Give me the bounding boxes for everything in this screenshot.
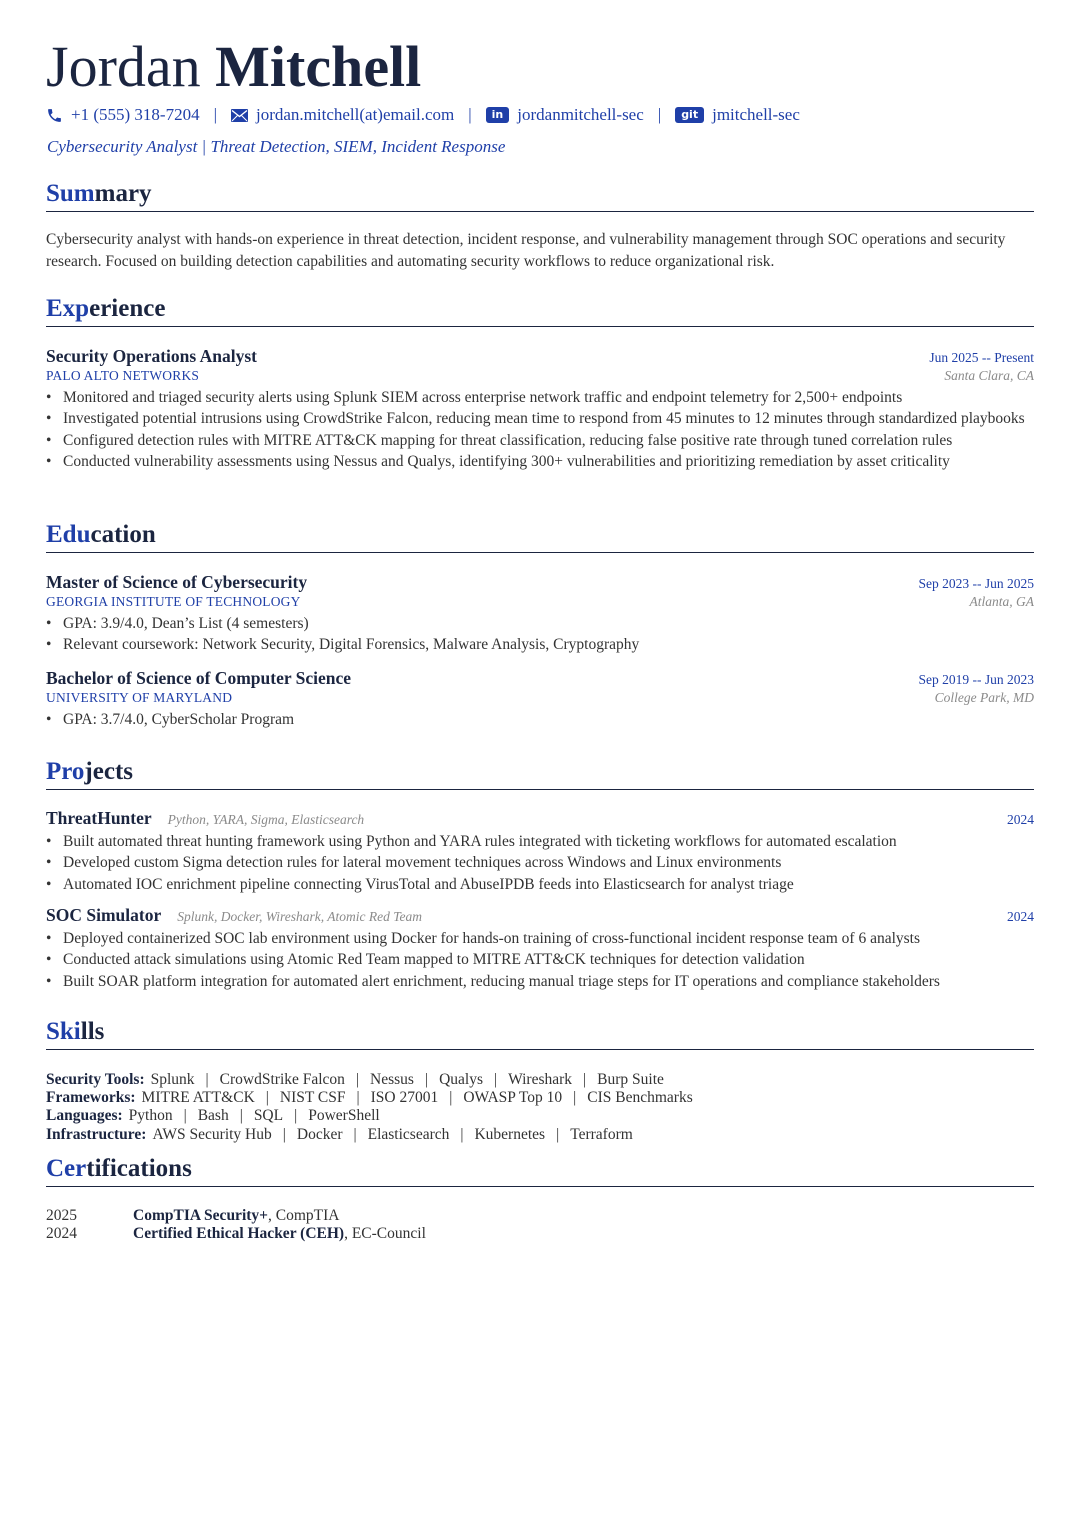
bullet-list bbox=[46, 928, 1034, 992]
skill-item: Elasticsearch bbox=[367, 1125, 450, 1143]
project-name: ThreatHunter bbox=[46, 808, 152, 828]
job-dates: Jun 2025 -- Present bbox=[929, 350, 1034, 365]
bullet-item: • Developed custom Sigma detection rules for lateral movement techniques across Windows and Linux environments bbox=[46, 852, 1034, 873]
skill-category-label: Security Tools: bbox=[46, 1071, 145, 1088]
github-text: jmitchell-sec bbox=[712, 105, 800, 124]
section-title bbox=[46, 179, 1034, 212]
phone-icon bbox=[46, 107, 63, 124]
skill-item: Bash bbox=[197, 1107, 229, 1125]
bullet-list bbox=[46, 709, 1034, 730]
entry-header bbox=[46, 572, 1034, 593]
skill-separator: | bbox=[356, 1089, 360, 1107]
education-section bbox=[46, 520, 1034, 553]
skill-item: AWS Security Hub bbox=[152, 1125, 272, 1143]
project-name: SOC Simulator bbox=[46, 905, 162, 925]
skill-separator: | bbox=[355, 1071, 360, 1088]
certification-name: CompTIA Security+ bbox=[133, 1207, 268, 1224]
skill-separator: | bbox=[556, 1125, 560, 1143]
section-title bbox=[46, 1154, 1034, 1187]
bullet-item: • Automated IOC enrichment pipeline connecting VirusTotal and AbuseIPDB feeds into Elasticsearch for analyst triage bbox=[46, 874, 1034, 895]
bullet-list bbox=[46, 831, 1034, 895]
envelope-icon bbox=[231, 109, 248, 122]
skill-item: CIS Benchmarks bbox=[587, 1089, 693, 1107]
section-title-accent: Pro bbox=[46, 758, 85, 785]
skill-item: PowerShell bbox=[308, 1107, 380, 1125]
contact-separator: | bbox=[468, 105, 472, 124]
project-entry bbox=[46, 905, 1034, 992]
contact-separator: | bbox=[213, 105, 217, 124]
bullet-list bbox=[46, 387, 1034, 472]
last-name: Mitchell bbox=[215, 34, 422, 99]
skill-category-label: Infrastructure: bbox=[46, 1125, 147, 1143]
section-title-rest: jects bbox=[84, 758, 133, 785]
candidate-name bbox=[46, 32, 421, 102]
section-title-rest: tifications bbox=[86, 1155, 192, 1182]
skill-row bbox=[46, 1071, 1034, 1089]
section-title-accent: Sum bbox=[46, 180, 95, 207]
project-entry bbox=[46, 808, 1034, 895]
phone-contact[interactable] bbox=[46, 105, 200, 125]
section-title-rest: erience bbox=[89, 295, 166, 322]
bullet-item: • Built automated threat hunting framework using Python and YARA rules integrated with ticketing workflows for automated escalation bbox=[46, 831, 1034, 852]
project-tech: Python, YARA, Sigma, Elasticsearch bbox=[167, 812, 365, 827]
skill-item: SQL bbox=[253, 1107, 284, 1125]
first-name: Jordan bbox=[46, 34, 201, 99]
skill-category-label: Frameworks: bbox=[46, 1089, 136, 1107]
skill-separator: | bbox=[449, 1089, 453, 1107]
skill-separator: | bbox=[205, 1071, 209, 1088]
certification-row bbox=[46, 1225, 1034, 1243]
phone-text: +1 (555) 318-7204 bbox=[71, 105, 200, 124]
skill-separator: | bbox=[183, 1107, 187, 1125]
skill-row bbox=[46, 1126, 1034, 1144]
project-tech: Splunk, Docker, Wireshark, Atomic Red Team bbox=[177, 909, 422, 924]
skill-item: CrowdStrike Falcon bbox=[219, 1071, 345, 1088]
bullet-item: • Investigated potential intrusions using CrowdStrike Falcon, reducing mean time to respond from 45 minutes to 12 minutes through standardized playbooks bbox=[46, 408, 1034, 429]
bullet-list bbox=[46, 613, 1034, 656]
skill-item: Python bbox=[128, 1107, 173, 1125]
degree-title: Master of Science of Cybersecurity bbox=[46, 572, 308, 592]
summary-section bbox=[46, 179, 1034, 272]
project-heading bbox=[46, 808, 364, 829]
entry-header bbox=[46, 808, 1034, 829]
bullet-item: • Built SOAR platform integration for automated alert enrichment, reducing manual triage steps for IT operations and compliance stakeholders bbox=[46, 971, 1034, 992]
skill-separator: | bbox=[239, 1107, 243, 1125]
certifications-list bbox=[46, 1207, 1034, 1243]
bullet-item: • Configured detection rules with MITRE ATT&CK mapping for threat classification, reducing false positive rate through tuned correlation rules bbox=[46, 430, 1034, 451]
certification-year: 2025 bbox=[46, 1207, 77, 1224]
project-year: 2024 bbox=[1007, 812, 1034, 827]
skill-separator: | bbox=[494, 1071, 498, 1088]
degree-title: Bachelor of Science of Computer Science bbox=[46, 668, 352, 688]
skill-item: Wireshark bbox=[508, 1071, 573, 1088]
section-title bbox=[46, 520, 1034, 553]
section-title bbox=[46, 294, 1034, 327]
skill-item: Nessus bbox=[370, 1071, 414, 1088]
skill-item: Splunk bbox=[150, 1071, 195, 1088]
skill-item: ISO 27001 bbox=[370, 1089, 439, 1107]
certification-row bbox=[46, 1207, 1034, 1225]
skill-item: OWASP Top 10 bbox=[463, 1089, 563, 1107]
section-title-accent: Cer bbox=[46, 1155, 87, 1182]
projects-section bbox=[46, 757, 1034, 790]
section-title-accent: Edu bbox=[46, 521, 91, 548]
contact-separator: | bbox=[657, 105, 662, 124]
skill-item: MITRE ATT&CK bbox=[141, 1089, 255, 1107]
job-title: Security Operations Analyst bbox=[46, 346, 257, 366]
experience-entry bbox=[46, 346, 1034, 472]
education-entry bbox=[46, 572, 1034, 656]
linkedin-text: jordanmitchell-sec bbox=[517, 105, 644, 124]
certification-issuer: , EC-Council bbox=[344, 1225, 426, 1243]
skill-separator: | bbox=[265, 1089, 269, 1107]
certification-name: Certified Ethical Hacker (CEH) bbox=[133, 1225, 345, 1243]
section-title-rest: mary bbox=[94, 180, 152, 207]
bullet-item: • Monitored and triaged security alerts using Splunk SIEM across enterprise network traffic and endpoint telemetry for 2,500+ endpoints bbox=[46, 387, 1034, 408]
skill-item: Kubernetes bbox=[474, 1125, 546, 1143]
skill-separator: | bbox=[282, 1125, 286, 1143]
skill-separator: | bbox=[353, 1125, 357, 1143]
certifications-section bbox=[46, 1154, 1034, 1243]
section-title bbox=[46, 1017, 1034, 1050]
linkedin-contact[interactable] bbox=[486, 105, 644, 125]
email-contact[interactable] bbox=[231, 105, 454, 125]
school-location: Atlanta, GA bbox=[969, 594, 1034, 609]
skill-separator: | bbox=[460, 1125, 464, 1143]
school-location: College Park, MD bbox=[934, 690, 1034, 705]
entry-header bbox=[46, 346, 1034, 367]
company-name: PALO ALTO NETWORKS bbox=[46, 368, 200, 383]
education-entry bbox=[46, 668, 1034, 730]
school-name: UNIVERSITY OF MARYLAND bbox=[46, 690, 233, 705]
bullet-item: • Conducted attack simulations using Atomic Red Team mapped to MITRE ATT&CK techniques for detection validation bbox=[46, 949, 1034, 970]
contact-bar bbox=[46, 103, 800, 127]
section-title-accent: Ski bbox=[46, 1018, 81, 1045]
certification-year: 2024 bbox=[46, 1225, 77, 1243]
skill-separator: | bbox=[583, 1071, 587, 1088]
entry-header bbox=[46, 905, 1034, 926]
email-text: jordan.mitchell(at)email.com bbox=[255, 105, 455, 124]
section-title-rest: lls bbox=[80, 1018, 105, 1045]
skill-item: Burp Suite bbox=[597, 1071, 664, 1088]
github-icon: git bbox=[675, 107, 704, 123]
entry-subheader bbox=[46, 368, 1034, 384]
school-name: GEORGIA INSTITUTE OF TECHNOLOGY bbox=[46, 594, 301, 609]
skills-list bbox=[46, 1071, 1034, 1144]
degree-dates: Sep 2019 -- Jun 2023 bbox=[918, 672, 1034, 687]
entry-header bbox=[46, 668, 1034, 689]
degree-dates: Sep 2023 -- Jun 2025 bbox=[918, 576, 1034, 591]
job-location: Santa Clara, CA bbox=[944, 368, 1034, 383]
skill-separator: | bbox=[424, 1071, 429, 1088]
bullet-item: • Deployed containerized SOC lab environment using Docker for hands-on training of cross-functional incident response team of 6 analysts bbox=[46, 928, 1034, 949]
entry-subheader bbox=[46, 594, 1034, 610]
skill-item: Terraform bbox=[570, 1125, 633, 1143]
skills-section bbox=[46, 1017, 1034, 1144]
linkedin-icon: in bbox=[486, 107, 510, 123]
section-title-rest: cation bbox=[90, 521, 156, 548]
skill-item: NIST CSF bbox=[279, 1089, 346, 1107]
section-title bbox=[46, 757, 1034, 790]
skill-separator: | bbox=[573, 1089, 577, 1107]
project-year: 2024 bbox=[1007, 909, 1034, 924]
entry-subheader bbox=[46, 690, 1034, 706]
project-heading bbox=[46, 905, 422, 926]
experience-section bbox=[46, 294, 1034, 327]
tagline: Cybersecurity Analyst | Threat Detection, SIEM, Incident Response bbox=[47, 137, 506, 156]
summary-text: Cybersecurity analyst with hands-on experience in threat detection, incident response, and vulnerability management through SOC operations and security research. Focused on building detection capabilities and automating security workflows to reduce organizational risk. bbox=[46, 231, 1006, 270]
bullet-item: • GPA: 3.9/4.0, Dean’s List (4 semesters) bbox=[46, 613, 1034, 634]
section-title-accent: Exp bbox=[46, 295, 90, 322]
bullet-item: • Conducted vulnerability assessments using Nessus and Qualys, identifying 300+ vulnerabilities and prioritizing remediation by asset criticality bbox=[46, 451, 1034, 472]
certification-issuer: , CompTIA bbox=[268, 1207, 340, 1224]
skill-item: Docker bbox=[296, 1125, 343, 1143]
skill-row bbox=[46, 1089, 1034, 1107]
skill-separator: | bbox=[294, 1107, 298, 1125]
skill-row bbox=[46, 1107, 1034, 1125]
skill-item: Qualys bbox=[439, 1071, 483, 1088]
github-contact[interactable] bbox=[675, 105, 800, 125]
skill-category-label: Languages: bbox=[46, 1107, 123, 1125]
bullet-item: • GPA: 3.7/4.0, CyberScholar Program bbox=[46, 709, 1034, 730]
bullet-item: • Relevant coursework: Network Security, Digital Forensics, Malware Analysis, Cryptography bbox=[46, 634, 1034, 655]
